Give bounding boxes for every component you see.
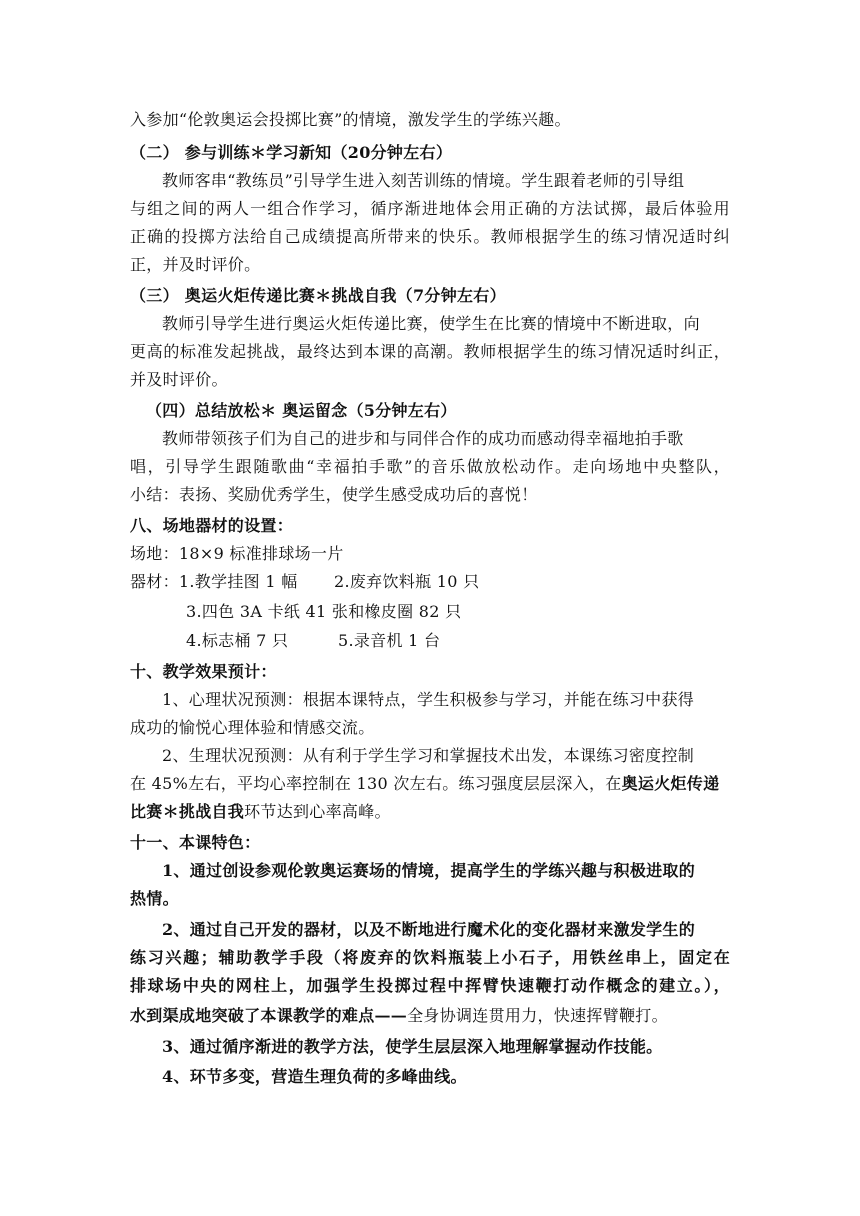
paragraph-line: 场地：18×9 标准排球场一片 <box>130 544 344 563</box>
paragraph-line: 教师引导学生进行奥运火炬传递比赛，使学生在比赛的情境中不断进取，向 <box>162 314 700 333</box>
paragraph-line: 更高的标准发起挑战，最终达到本课的高潮。教师根据学生的练习情况适时纠正， <box>130 342 730 361</box>
paragraph-line: 4、环节多变，营造生理负荷的多峰曲线。 <box>162 1067 467 1086</box>
paragraph-line <box>130 774 730 794</box>
section-heading: 八、场地器材的设置： <box>130 516 294 535</box>
paragraph-line: 排球场中央的网柱上，加强学生投掷过程中挥臂快速鞭打动作概念的建立。）， <box>130 976 730 995</box>
paragraph-line: 正确的投掷方法给自己成绩提高所带来的快乐。教师根据学生的练习情况适时纠 <box>130 227 730 246</box>
paragraph-line <box>130 802 730 822</box>
bold-text-run: 奥运火炬传递 <box>621 774 720 793</box>
paragraph-line: 2、生理状况预测：从有利于学生学习和掌握技术出发，本课练习密度控制 <box>162 746 695 765</box>
paragraph-line: 2.废弃饮料瓶 10 只 <box>334 572 480 591</box>
bold-text-run: 水到渠成地突破了本课教学的难点—— <box>130 1006 408 1025</box>
paragraph-line: 教师带领孩子们为自己的进步和与同伴合作的成功而感动得幸福地拍手歌 <box>162 429 684 448</box>
section-heading: 十、教学效果预计： <box>130 662 277 681</box>
paragraph-line <box>130 1006 730 1026</box>
paragraph-line: 小结：表扬、奖励优秀学生，使学生感受成功后的喜悦！ <box>130 485 538 504</box>
paragraph-line: 练习兴趣；辅助教学手段（将废弃的饮料瓶装上小石子，用铁丝串上，固定在 <box>130 948 730 967</box>
section-heading: （二） 参与训练＊学习新知（20分钟左右） <box>130 143 453 162</box>
paragraph-line: 2、通过自己开发的器材，以及不断地进行魔术化的变化器材来激发学生的 <box>162 920 696 939</box>
paragraph-line: 入参加“伦敦奥运会投掷比赛”的情境，激发学生的学练兴趣。 <box>130 110 571 129</box>
text-run: 在 45%左右，平均心率控制在 130 次左右。练习强度层层深入，在 <box>130 774 622 793</box>
paragraph-line: 热情。 <box>130 889 179 908</box>
paragraph-line: 5.录音机 1 台 <box>338 631 441 650</box>
section-heading: （四）总结放松＊ 奥运留念（5分钟左右） <box>146 401 457 420</box>
text-run: 全身协调连贯用力，快速挥臂鞭打。 <box>407 1006 668 1025</box>
paragraph-line: 成功的愉悦心理体验和情感交流。 <box>130 718 375 737</box>
paragraph-line: 1、通过创设参观伦敦奥运赛场的情境，提高学生的学练兴趣与积极进取的 <box>162 861 696 880</box>
paragraph-line: 并及时评价。 <box>130 370 228 389</box>
paragraph-line: 3、通过循序渐进的教学方法，使学生层层深入地理解掌握动作技能。 <box>162 1037 663 1056</box>
paragraph-line: 1、心理状况预测：根据本课特点，学生积极参与学习，并能在练习中获得 <box>162 690 695 709</box>
paragraph-line: 正，并及时评价。 <box>130 255 261 274</box>
section-heading: （三） 奥运火炬传递比赛＊挑战自我（7分钟左右） <box>130 286 506 305</box>
text-run: 环节达到心率高峰。 <box>244 802 391 821</box>
section-heading: 十一、本课特色： <box>130 833 261 852</box>
bold-text-run: 比赛＊挑战自我 <box>130 802 245 821</box>
paragraph-line: 唱，引导学生跟随歌曲“幸福拍手歌”的音乐做放松动作。走向场地中央整队， <box>130 457 730 476</box>
paragraph-line: 4.标志桶 7 只 <box>186 631 289 650</box>
paragraph-line: 与组之间的两人一组合作学习，循序渐进地体会用正确的方法试掷，最后体验用 <box>130 199 730 218</box>
paragraph-line: 3.四色 3A 卡纸 41 张和橡皮圈 82 只 <box>186 602 462 621</box>
paragraph-line: 教师客串“教练员”引导学生进入刻苦训练的情境。学生跟着老师的引导组 <box>162 171 685 190</box>
paragraph-line: 器材：1.教学挂图 1 幅 <box>130 572 298 591</box>
